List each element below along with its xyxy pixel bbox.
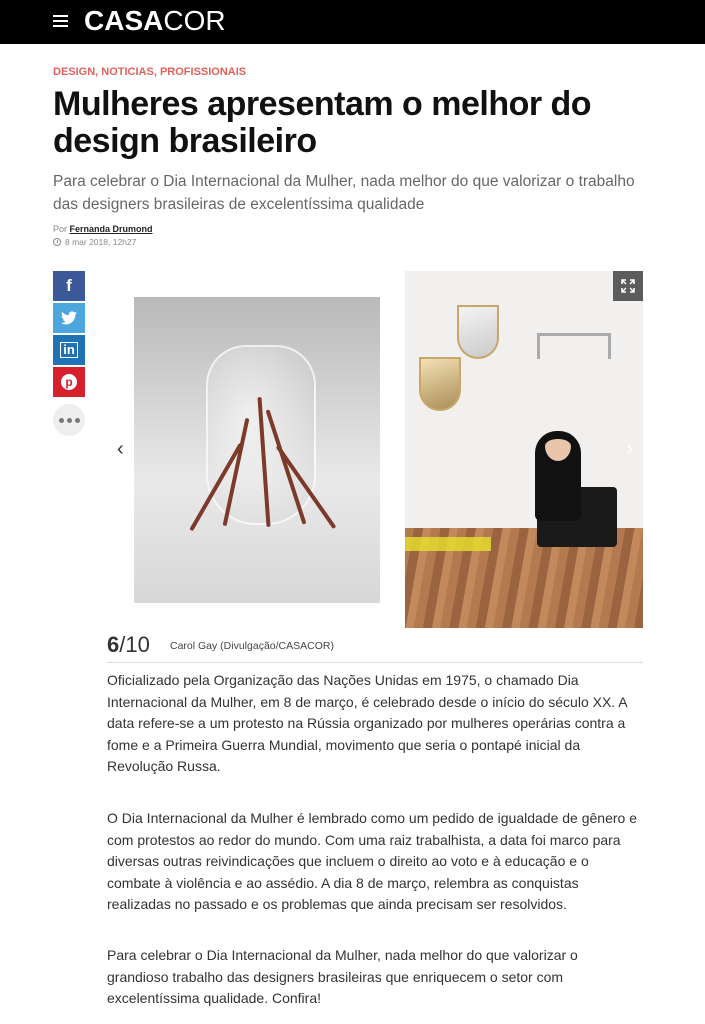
fullscreen-button[interactable] <box>613 271 643 301</box>
publish-date <box>53 237 136 247</box>
logo-bold: CASA <box>84 5 164 36</box>
body-paragraph-2: O Dia Internacional da Mulher é lembrado como um pedido de igualdade de gênero e com protestos ao redor do mundo. Com uma raiz trabalhista, a data foi marco para diversas outras reivindicações que incluem o direito ao voto e à educação e o combate à violência e ao assédio. A dia 8 de março, relembra as conquistas realizadas no passado e os problemas que ainda precisam ser resolvidos. <box>107 810 638 912</box>
share-pinterest-button[interactable] <box>53 367 85 397</box>
more-share-options-button[interactable] <box>53 404 85 436</box>
top-navigation-bar <box>0 0 705 44</box>
share-facebook-button[interactable] <box>53 271 85 301</box>
pinterest-icon: p <box>61 374 77 390</box>
twitter-icon <box>61 311 77 325</box>
casacor-logo[interactable] <box>84 6 226 36</box>
byline <box>53 224 153 234</box>
author-link[interactable]: Fernanda Drumond <box>69 224 153 234</box>
expand-icon <box>621 279 635 293</box>
article-title: Mulheres apresentam o melhor do design brasileiro <box>53 85 592 160</box>
facebook-icon: f <box>66 276 72 295</box>
article-categories[interactable]: DESIGN, NOTICIAS, PROFISSIONAIS <box>53 66 247 78</box>
divider <box>107 662 643 663</box>
gallery-counter <box>107 632 150 658</box>
hamburger-menu-icon[interactable] <box>53 15 68 27</box>
publish-date-text: 8 mar 2018, 12h27 <box>65 237 137 247</box>
gallery-next-button[interactable]: › <box>626 438 633 460</box>
body-paragraph-3: Para celebrar o Dia Internacional da Mulher, nada melhor do que valorizar o grandioso trabalho das designers brasileiras que enriquecem o setor com excelentíssima qualidade. Confira! <box>107 947 578 1006</box>
photo-credit: Carol Gay (Divulgação/CASACOR) <box>170 640 334 652</box>
body-paragraph-1: Oficializado pela Organização das Nações Unidas em 1975, o chamado Dia Internacional da Mulher, em 8 de março, é celebrado desde o início do século XX. A data refere-se a um protesto na Rússia organizado por mulheres operárias contra a fome e a Primeira Guerra Mundial, movimento que seria o pontapé inicial da Revolução Russa. <box>107 672 627 774</box>
by-prefix: Por <box>53 224 68 234</box>
gallery-total: /10 <box>119 632 150 657</box>
logo-light: COR <box>163 5 226 36</box>
gallery-current-index: 6 <box>107 632 120 657</box>
linkedin-icon: in <box>60 342 78 358</box>
clock-icon <box>53 238 61 246</box>
more-icon <box>59 418 80 423</box>
gallery-photo-glass-vase <box>134 297 380 603</box>
gallery-photo-designer-portrait <box>405 271 643 628</box>
share-linkedin-button[interactable] <box>53 335 85 365</box>
image-gallery <box>107 271 643 628</box>
gallery-prev-button[interactable]: ‹ <box>117 438 124 460</box>
share-twitter-button[interactable] <box>53 303 85 333</box>
article-subtitle: Para celebrar o Dia Internacional da Mulher, nada melhor do que valorizar o trabalho das designers brasileiras de excelentíssima qualidade <box>53 173 635 213</box>
